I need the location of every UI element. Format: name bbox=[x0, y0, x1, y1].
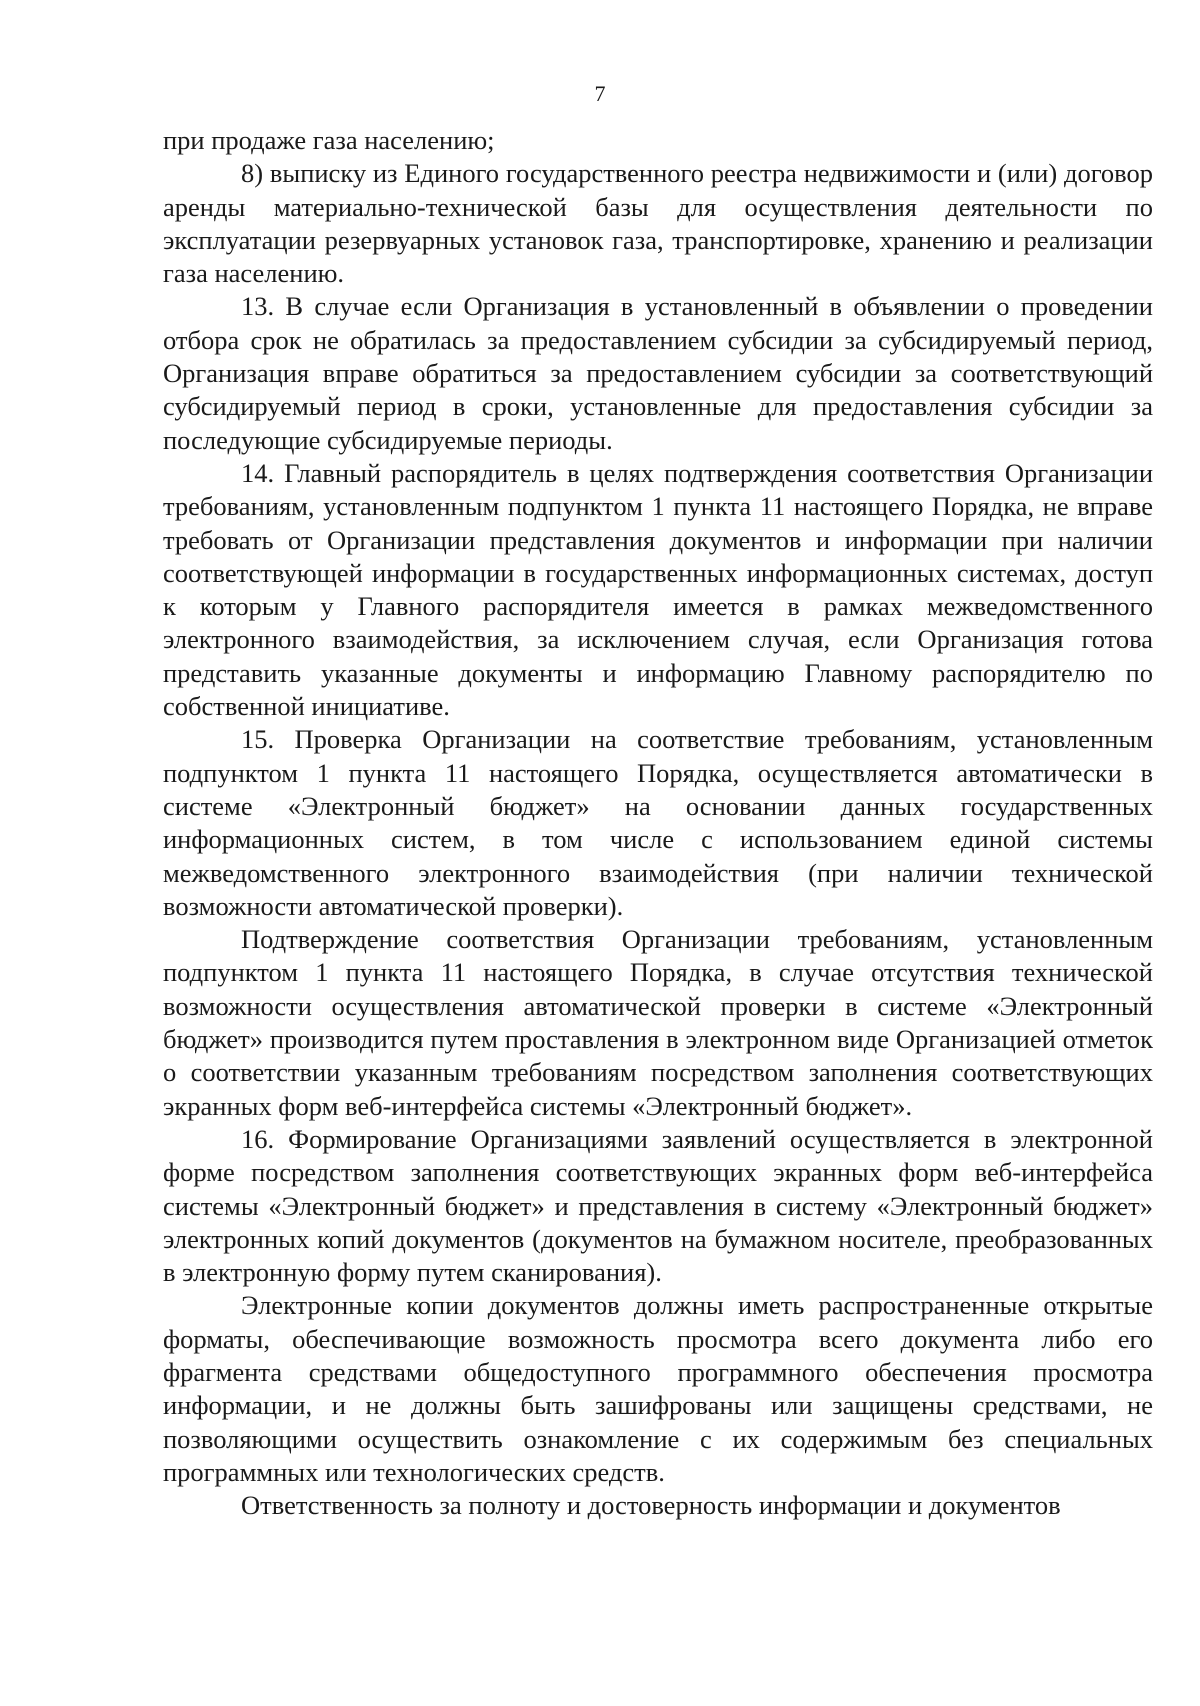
paragraph-8: Электронные копии документов должны иметь распространенные открытые форматы, обеспечивающие возможность просмотра всего документа либо его фрагмента средствами общедоступного программного обеспечения просмотра информации, и не должны быть зашифрованы или защищены средствами, не позволяющими осуществить ознакомление с их содержимым без специальных программных или технологических средств. bbox=[163, 1290, 1153, 1487]
paragraph-1: при продаже газа населению; bbox=[163, 125, 495, 155]
paragraph-2: 8) выписку из Единого государственного реестра недвижимости и (или) договор аренды материально-технической базы для осуществления деятельности по эксплуатации резервуарных установок газа, транспортировке, хранению и реализации газа населению. bbox=[163, 158, 1153, 289]
paragraph-7: 16. Формирование Организациями заявлений осуществляется в электронной форме посредством заполнения соответствующих экранных форм веб-интерфейса системы «Электронный бюджет» и представления в систему «Электронный бюджет» электронных копий документов (документов на бумажном носителе, преобразованных в электронную форму путем сканирования). bbox=[163, 1123, 1153, 1288]
document-body bbox=[163, 124, 1153, 1522]
paragraph-9: Ответственность за полноту и достоверность информации и документов bbox=[241, 1490, 1061, 1521]
page-number: 7 bbox=[594, 81, 606, 106]
paragraph-5: 15. Проверка Организации на соответствие требованиям, установленным подпунктом 1 пункта 11 настоящего Порядка, осуществляется автоматически в системе «Электронный бюджет» на основании данных государственных информационных систем, в том числе с использованием единой системы межведомственного электронного взаимодействия (при наличии технической возможности автоматической проверки). bbox=[163, 724, 1153, 921]
paragraph-4: 14. Главный распорядитель в целях подтверждения соответствия Организации требованиям, установленным подпунктом 1 пункта 11 настоящего Порядка, не вправе требовать от Организации представления документов и информации при наличии соответствующей информации в государственных информационных системах, доступ к которым у Главного распорядителя имеется в рамках межведомственного электронного взаимодействия, за исключением случая, если Организация готова представить указанные документы и информацию Главному распорядителю по собственной инициативе. bbox=[163, 457, 1153, 722]
paragraph-6: Подтверждение соответствия Организации требованиям, установленным подпунктом 1 пункта 11 настоящего Порядка, в случае отсутствия технической возможности осуществления автоматической проверки в системе «Электронный бюджет» производится путем проставления в электронном виде Организацией отметок о соответствии указанным требованиям посредством заполнения соответствующих экранных форм веб-интерфейса системы «Электронный бюджет». bbox=[163, 924, 1153, 1121]
paragraph-3: 13. В случае если Организация в установленный в объявлении о проведении отбора срок не обратилась за предоставлением субсидии за субсидируемый период, Организация вправе обратиться за предоставлением субсидии за соответствующий субсидируемый период в сроки, установленные для предоставления субсидии за последующие субсидируемые периоды. bbox=[163, 291, 1153, 455]
